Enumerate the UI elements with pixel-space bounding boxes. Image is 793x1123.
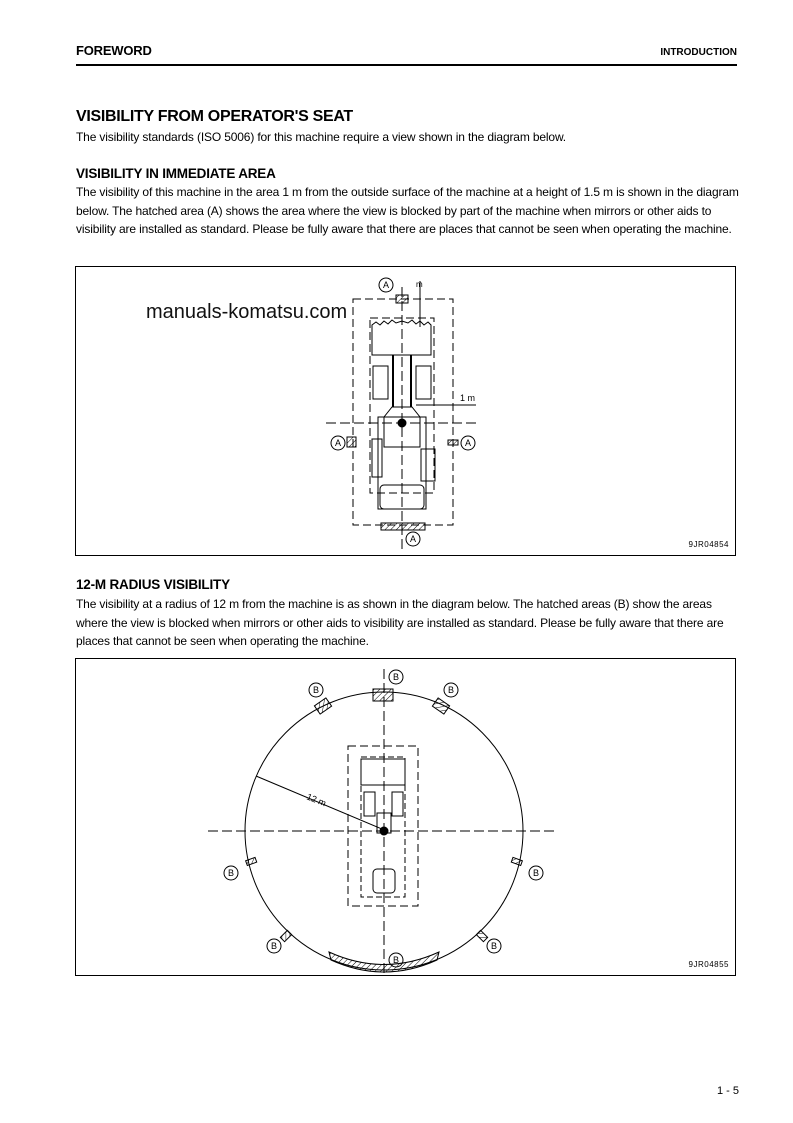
svg-text:B: B: [532, 868, 540, 878]
page-number: 1 - 5: [716, 1085, 739, 1097]
header-divider: [76, 64, 737, 66]
svg-text:B: B: [312, 685, 320, 695]
svg-text:12 m: 12 m: [305, 791, 328, 809]
svg-text:B: B: [392, 672, 400, 682]
svg-text:m: m: [416, 280, 423, 289]
page-title: VISIBILITY FROM OPERATOR'S SEAT: [76, 108, 353, 125]
svg-text:B: B: [227, 868, 235, 878]
figure-12m-radius: [75, 658, 736, 976]
figure-code: 9JR04854: [688, 540, 729, 549]
figure-code: 9JR04855: [688, 960, 729, 969]
intro-paragraph: The visibility standards (ISO 5006) for this machine require a view shown in the diagram below.: [76, 130, 566, 144]
svg-text:B: B: [490, 941, 498, 951]
svg-text:A: A: [334, 438, 342, 448]
section-heading-immediate-area: VISIBILITY IN IMMEDIATE AREA: [76, 166, 276, 181]
header-section: FOREWORD: [76, 43, 152, 58]
section-body-immediate-area: The visibility of this machine in the area 1 m from the outside surface of the machine at a height of 1.5 m is shown in the diagram below. The hatched area (A) shows the area where the view is blocked by part of the machine when mirrors or other aids to visibility are installed as standard. Please be fully aware that there are places that cannot be seen when operating the machine.: [76, 185, 739, 236]
svg-text:A: A: [409, 534, 417, 544]
watermark: manuals-komatsu.com: [146, 301, 348, 323]
svg-text:1 m: 1 m: [460, 393, 476, 403]
svg-text:A: A: [464, 438, 472, 448]
svg-text:B: B: [270, 941, 278, 951]
radius-visibility-diagram: [76, 659, 737, 977]
header-chapter: INTRODUCTION: [660, 47, 737, 58]
svg-text:B: B: [447, 685, 455, 695]
svg-text:A: A: [382, 280, 390, 290]
section-heading-12m-radius: 12-M RADIUS VISIBILITY: [76, 577, 230, 592]
svg-text:B: B: [392, 955, 400, 965]
section-body-12m-radius: The visibility at a radius of 12 m from the machine is as shown in the diagram below. The hatched areas (B) show the areas where the view is blocked when mirrors or other aids to visibility are installed as standard. Please be fully aware that there are places that cannot be seen when operating the machine.: [76, 597, 724, 648]
